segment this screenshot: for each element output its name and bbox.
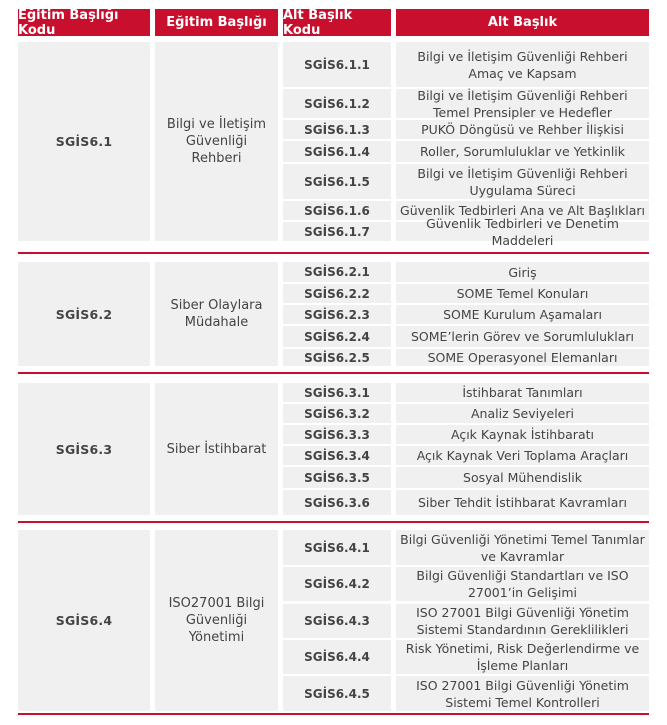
subtopic-code-cell — [283, 425, 391, 444]
subtopic-title-cell — [396, 89, 649, 118]
subtopic-title: Analiz Seviyeleri — [471, 406, 574, 421]
subtopic-title: Roller, Sorumluluklar ve Yetkinlik — [419, 144, 626, 159]
subtopic-code-cell — [283, 640, 391, 674]
subtopic-title: SOME’lerin Görev ve Sorumlulukları — [410, 329, 635, 344]
subtopic-title: Bilgi ve İletişim Güvenliği Rehberi Temel Prensipler ve Hedefler — [417, 87, 628, 120]
subtopic-code-cell — [283, 404, 391, 423]
subtopic-title-cell — [396, 604, 649, 638]
subtopic-code: SGİS6.1.2 — [304, 96, 370, 111]
subtopic-code-cell — [283, 676, 391, 711]
subtopic-code: SGİS6.2.5 — [304, 350, 370, 365]
subtopic-title-cell — [396, 404, 649, 423]
subtopic-code: SGİS6.1.7 — [304, 224, 370, 239]
course-code-cell — [18, 42, 150, 241]
subtopic-code: SGİS6.4.3 — [304, 614, 370, 628]
subtopic-code-cell — [283, 284, 391, 303]
course-title-cell — [155, 383, 278, 515]
subtopic-code: SGİS6.3.3 — [304, 427, 370, 442]
course-title: Siber İstihbarat — [166, 441, 267, 457]
subtopic-code-cell — [283, 222, 391, 241]
subtopic-title: Bilgi Güvenliği Standartları ve ISO 27001’in Gelişimi — [416, 568, 629, 600]
subtopic-title-cell — [396, 262, 649, 282]
subtopic-code-cell — [283, 42, 391, 87]
course-title: Siber Olaylara Müdahale — [170, 298, 263, 330]
subtopic-title-cell — [396, 425, 649, 444]
subtopic-code: SGİS6.2.3 — [304, 307, 370, 322]
subtopic-code: SGİS6.4.4 — [304, 650, 370, 664]
subtopic-code: SGİS6.2.1 — [304, 265, 370, 279]
course-title: ISO27001 Bilgi Güvenliği Yönetimi — [168, 596, 265, 645]
subtopic-code-cell — [283, 305, 391, 324]
subtopic-title: SOME Temel Konuları — [456, 286, 589, 301]
course-title-cell — [155, 42, 278, 241]
subtopic-title: Siber Tehdit İstihbarat Kavramları — [417, 495, 628, 510]
subtopic-code: SGİS6.4.5 — [304, 686, 370, 701]
course-code: SGİS6.3 — [55, 441, 113, 457]
subtopic-code-cell — [283, 89, 391, 118]
subtopic-title: Açık Kaynak Veri Toplama Araçları — [416, 448, 629, 463]
subtopic-title: SOME Kurulum Aşamaları — [443, 307, 602, 322]
subtopic-code: SGİS6.4.2 — [304, 577, 370, 591]
header-course-title: Eğitim Başlığı — [155, 9, 278, 36]
subtopic-title-cell — [396, 326, 649, 347]
subtopic-code-cell — [283, 349, 391, 366]
subtopic-code-cell — [283, 262, 391, 282]
header-subtopic-title: Alt Başlık — [396, 9, 649, 36]
header-course-code: Eğitim Başlığı Kodu — [18, 9, 150, 36]
subtopic-code-cell — [283, 201, 391, 220]
subtopic-code: SGİS6.2.4 — [304, 329, 370, 344]
group-divider — [18, 252, 649, 254]
subtopic-code-cell — [283, 120, 391, 139]
subtopic-title-cell — [396, 215, 649, 248]
course-code-cell — [18, 530, 150, 711]
subtopic-title-cell — [396, 42, 649, 87]
subtopic-title-cell — [396, 349, 649, 366]
subtopic-title: İstihbarat Tanımları — [462, 385, 583, 400]
course-title: Bilgi ve İletişim Güvenliği Rehberi — [166, 117, 267, 166]
subtopic-title-cell — [396, 467, 649, 488]
subtopic-title: Sosyal Mühendislik — [463, 470, 582, 485]
subtopic-title-cell — [396, 530, 649, 565]
subtopic-title: ISO 27001 Bilgi Güvenliği Yönetim Sistemi Standardının Gereklilikleri — [416, 605, 629, 637]
subtopic-code-cell — [283, 326, 391, 347]
subtopic-title-cell — [396, 567, 649, 601]
subtopic-title-cell — [396, 120, 649, 139]
subtopic-code-cell — [283, 383, 391, 402]
subtopic-title: SOME Operasyonel Elemanları — [427, 350, 618, 365]
subtopic-code-cell — [283, 164, 391, 199]
subtopic-title: Bilgi Güvenliği Yönetimi Temel Tanımlar ve Kavramlar — [400, 531, 645, 564]
subtopic-code-cell — [283, 567, 391, 601]
subtopic-code: SGİS6.1.1 — [304, 57, 370, 72]
course-code: SGİS6.4 — [55, 613, 113, 628]
subtopic-title-cell — [396, 490, 649, 515]
subtopic-code: SGİS6.1.5 — [304, 174, 370, 189]
subtopic-code-cell — [283, 490, 391, 515]
group-divider — [18, 372, 649, 374]
subtopic-title-cell — [396, 164, 649, 199]
subtopic-code: SGİS6.3.1 — [304, 385, 370, 400]
subtopic-code: SGİS6.3.4 — [304, 448, 370, 463]
subtopic-code: SGİS6.1.3 — [304, 122, 370, 137]
subtopic-code-cell — [283, 530, 391, 565]
course-code-cell — [18, 262, 150, 366]
subtopic-title: Bilgi ve İletişim Güvenliği Rehberi Amaç ve Kapsam — [417, 48, 628, 81]
subtopic-title-cell — [396, 640, 649, 674]
group-divider — [18, 521, 649, 523]
subtopic-title-cell — [396, 383, 649, 402]
subtopic-code: SGİS6.3.6 — [304, 495, 370, 510]
subtopic-code: SGİS6.1.4 — [304, 144, 370, 159]
subtopic-title: Güvenlik Tedbirleri ve Denetim Maddeleri — [426, 215, 619, 248]
subtopic-code-cell — [283, 446, 391, 465]
subtopic-code-cell — [283, 467, 391, 488]
subtopic-code: SGİS6.3.2 — [304, 406, 370, 421]
subtopic-code-cell — [283, 141, 391, 162]
course-code: SGİS6.1 — [55, 134, 113, 149]
group-divider — [18, 713, 649, 715]
subtopic-title-cell — [396, 305, 649, 324]
subtopic-title: Risk Yönetimi, Risk Değerlendirme ve İşleme Planları — [405, 641, 640, 673]
subtopic-title: Açık Kaynak İstihbaratı — [451, 427, 594, 442]
course-code-cell — [18, 383, 150, 515]
header-subtopic-code: Alt Başlık Kodu — [283, 9, 391, 36]
subtopic-title-cell — [396, 284, 649, 303]
subtopic-code: SGİS6.3.5 — [304, 470, 370, 485]
subtopic-code: SGİS6.4.1 — [304, 540, 370, 555]
subtopic-title: ISO 27001 Bilgi Güvenliği Yönetim Sistemi Temel Kontrolleri — [416, 677, 629, 710]
course-title-cell — [155, 530, 278, 711]
subtopic-title: Bilgi ve İletişim Güvenliği Rehberi Uygulama Süreci — [417, 165, 628, 198]
subtopic-title: Giriş — [508, 264, 537, 280]
subtopic-code: SGİS6.1.6 — [304, 203, 370, 218]
subtopic-title: PUKÖ Döngüsü ve Rehber İlişkisi — [421, 122, 624, 137]
subtopic-title-cell — [396, 141, 649, 162]
course-title-cell — [155, 262, 278, 366]
subtopic-title: Güvenlik Tedbirleri Ana ve Alt Başlıkları — [400, 203, 645, 218]
subtopic-code-cell — [283, 604, 391, 638]
subtopic-title-cell — [396, 676, 649, 711]
subtopic-code: SGİS6.2.2 — [304, 286, 370, 301]
subtopic-title-cell — [396, 446, 649, 465]
course-code: SGİS6.2 — [55, 306, 113, 322]
